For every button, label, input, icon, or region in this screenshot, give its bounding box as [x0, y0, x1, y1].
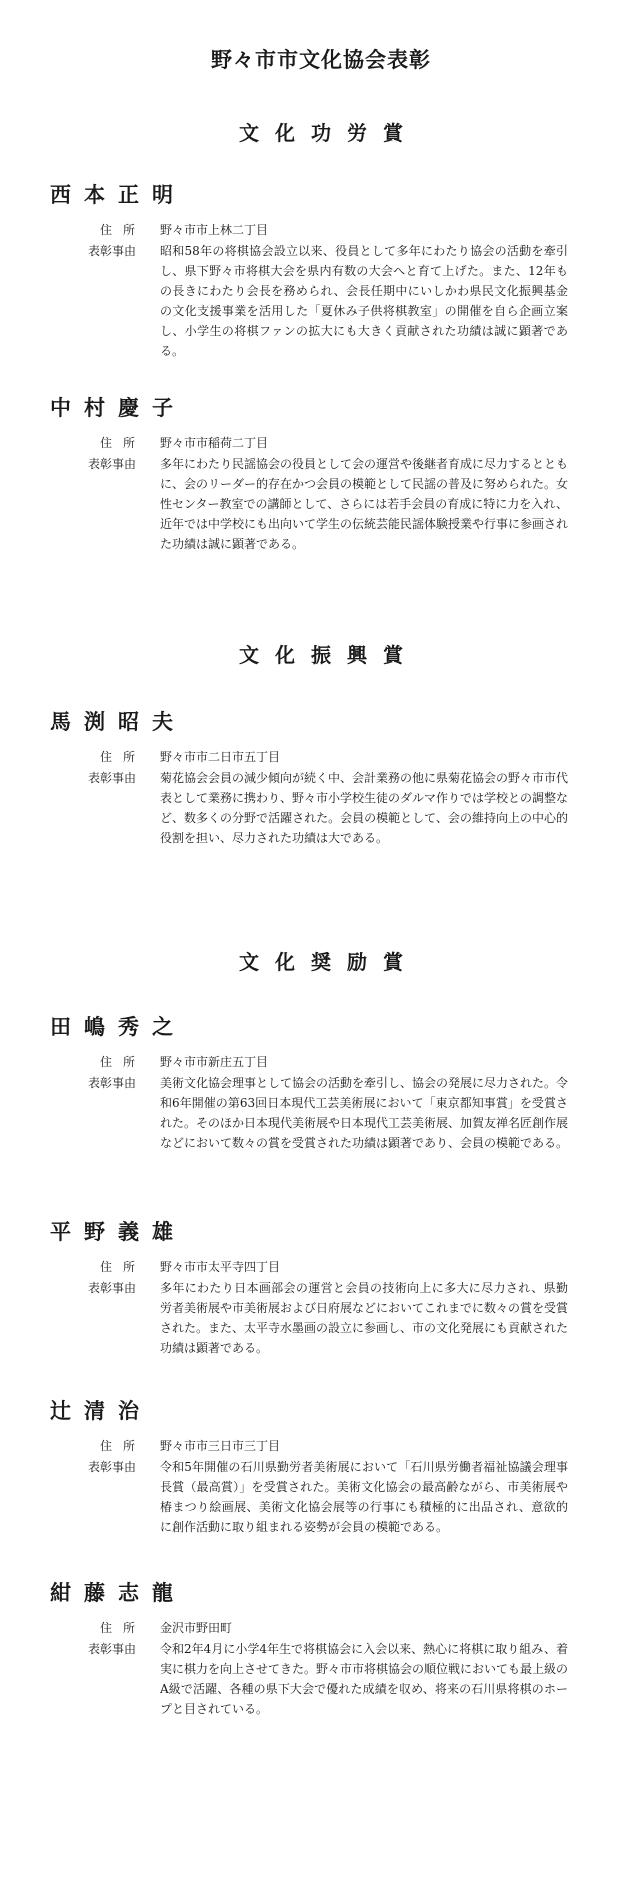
- address-row: [88, 433, 590, 453]
- reason-label: 表彰事由: [88, 771, 137, 785]
- reason-text: 令和5年開催の石川県勤労者美術展において「石川県労働者福祉協議会理事長賞（最高賞）」を受賞された。美術文化協会の最高齢ながら、市美術展や椿まつり絵画展、美術文化協会展等の行事にも積極的に出品され、意欲的に創作活動に取り組まれる姿勢が会員の模範である。: [160, 1460, 568, 1534]
- section-title-bunka-korosho: 文化功労賞: [239, 121, 419, 145]
- recipient-entry: [50, 1012, 590, 1153]
- reason-row: [88, 241, 590, 361]
- reason-text: 昭和58年の将棋協会設立以来、役員として多年にわたり協会の活動を牽引し、県下野々市将棋大会を県内有数の大会へと育て上げた。また、12年もの長きにわたり会長を務められ、会長任期中にいしかわ県民文化振興基金の文化支援事業を活用した「夏休み子供将棋教室」の開催を自ら企画立案し、小学生の将棋ファンの拡大にも大きく貢献された功績は誠に顕著である。: [160, 244, 568, 358]
- section-title-bunka-shinkosho: 文化振興賞: [239, 643, 419, 667]
- reason-text: 多年にわたり民謡協会の役員として会の運営や後継者育成に尽力するとともに、会のリーダー的存在かつ会員の模範として民謡の普及に努められた。女性センター教室での講師として、さらには若手会員の育成に特に力を入れ、近年では中学校にも出向いて学生の伝統芸能民謡体験授業や行事に参画された功績は誠に顕著である。: [160, 457, 569, 551]
- recipient-entry: [50, 1396, 590, 1537]
- reason-label: 表彰事由: [88, 1281, 137, 1295]
- recipient-entry: [50, 1578, 590, 1719]
- address-label: 住所: [100, 1260, 147, 1274]
- address-label: 住所: [100, 1621, 147, 1635]
- address-value: 野々市市太平寺四丁目: [160, 1260, 281, 1274]
- recipient-name: 馬渕昭夫: [50, 709, 186, 734]
- address-label: 住所: [100, 1439, 147, 1453]
- address-row: [88, 1436, 590, 1456]
- recipient-entry: [50, 393, 590, 554]
- recipient-name: 西本正明: [50, 182, 186, 207]
- reason-row: [88, 1073, 590, 1153]
- recipient-entry: [50, 1217, 590, 1358]
- reason-label: 表彰事由: [88, 1460, 137, 1474]
- reason-label: 表彰事由: [88, 1076, 137, 1090]
- address-label: 住所: [100, 223, 147, 237]
- reason-text: 菊花協会会員の減少傾向が続く中、会計業務の他に県菊花協会の野々市市代表として業務に携わり、野々市小学校生徒のダルマ作りでは学校との調整など、数多くの分野で活躍された。会員の模範として、会の維持向上の中心的役割を担い、尽力された功績は大である。: [160, 771, 569, 845]
- reason-row: [88, 768, 590, 848]
- address-value: 野々市市上林二丁目: [160, 223, 269, 237]
- address-row: [88, 220, 590, 240]
- address-row: [88, 747, 590, 767]
- address-value: 野々市市二日市五丁目: [160, 750, 281, 764]
- reason-row: [88, 1639, 590, 1719]
- reason-row: [88, 454, 590, 554]
- address-value: 野々市市三日市三丁目: [160, 1439, 281, 1453]
- page-title: 野々市市文化協会表彰: [211, 47, 431, 72]
- section-title-bunka-shoreisho: 文化奨励賞: [239, 950, 419, 974]
- address-row: [88, 1257, 590, 1277]
- reason-text: 令和2年4月に小学4年生で将棋協会に入会以来、熱心に将棋に取り組み、着実に棋力を向上させてきた。野々市市将棋協会の順位戦においても最上級のA級で活躍、各種の県下大会で優れた成績を収め、将来の石川県将棋のホープと目されている。: [160, 1642, 569, 1716]
- recipient-name: 中村慶子: [50, 395, 186, 420]
- reason-label: 表彰事由: [88, 1642, 137, 1656]
- reason-label: 表彰事由: [88, 244, 137, 258]
- address-value: 野々市市稲荷二丁目: [160, 436, 269, 450]
- reason-row: [88, 1457, 590, 1537]
- reason-row: [88, 1278, 590, 1358]
- recipient-name: 辻清治: [50, 1398, 152, 1423]
- reason-text: 多年にわたり日本画部会の運営と会員の技術向上に多大に尽力され、県勤労者美術展や市美術展および日府展などにおいてこれまでに数々の賞を受賞された。また、太平寺水墨画の設立に参画し、市の文化発展にも貢献された功績は顕著である。: [160, 1281, 569, 1355]
- address-value: 金沢市野田町: [160, 1621, 233, 1635]
- recipient-name: 平野義雄: [50, 1219, 186, 1244]
- address-label: 住所: [100, 750, 147, 764]
- address-value: 野々市市新庄五丁目: [160, 1055, 269, 1069]
- recipient-name: 紺藤志龍: [50, 1580, 186, 1605]
- reason-text: 美術文化協会理事として協会の活動を牽引し、協会の発展に尽力された。令和6年開催の第63回日本現代工芸美術展において「東京都知事賞」を受賞された。そのほか日本現代美術展や日本現代工芸美術展、加賀友禅名匠創作展などにおいて数々の賞を受賞された功績は顕著であり、会員の模範である。: [160, 1076, 569, 1150]
- address-label: 住所: [100, 1055, 147, 1069]
- address-row: [88, 1052, 590, 1072]
- recipient-entry: [50, 180, 590, 361]
- recipient-entry: [50, 707, 590, 848]
- address-row: [88, 1618, 590, 1638]
- address-label: 住所: [100, 436, 147, 450]
- reason-label: 表彰事由: [88, 457, 137, 471]
- recipient-name: 田嶋秀之: [50, 1014, 186, 1039]
